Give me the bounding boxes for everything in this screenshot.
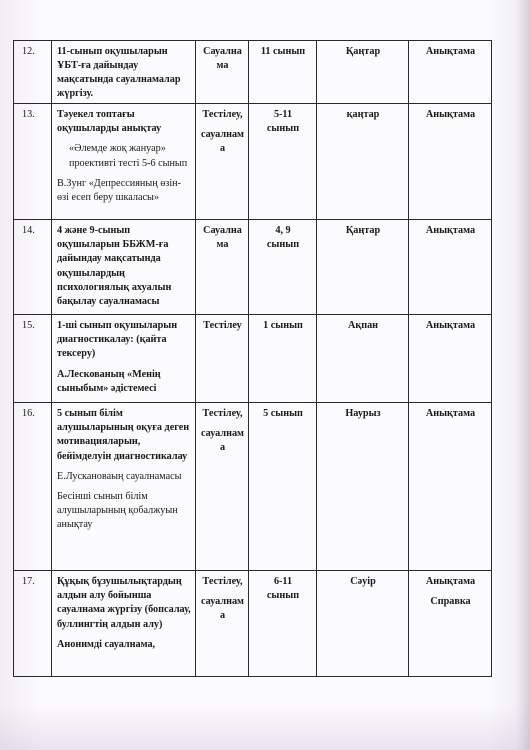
method-text: а bbox=[219, 610, 226, 622]
activity-text: 1-ші сынып оқушыларын диагностикалау: (қайта тексеру) bbox=[57, 320, 178, 360]
activity-text: 11-сынып оқушыларын ҰБТ-ға дайындау мақсатында сауалнамалар жүргізу. bbox=[57, 46, 181, 100]
method-cell bbox=[196, 104, 249, 220]
table-row bbox=[14, 220, 492, 315]
page-edge-shadow bbox=[516, 0, 530, 750]
method-text: Сауална bbox=[203, 46, 242, 57]
activity-text: Анонимді сауалнама, bbox=[57, 638, 156, 650]
method-text: Тестілеу, bbox=[202, 109, 243, 121]
grade-cell bbox=[249, 315, 317, 403]
result-cell bbox=[409, 41, 492, 104]
grade-text: 6-11 bbox=[273, 576, 293, 588]
method-text: ма bbox=[216, 60, 229, 72]
table-row bbox=[14, 315, 492, 403]
grade-text: 5 сынып bbox=[263, 408, 303, 420]
method-text: Тестілеу, bbox=[202, 576, 243, 588]
method-cell bbox=[196, 220, 249, 315]
grade-text: сынып bbox=[266, 590, 300, 602]
method-cell bbox=[196, 403, 249, 571]
grade-cell bbox=[249, 220, 317, 315]
activity-text: 4 және 9-сынып оқушыларын ББЖМ-ға дайындау мақсатында оқушылардың психологиялық ахуалын бақылау сауалнамасы bbox=[57, 225, 172, 307]
method-text: Тестілеу, bbox=[202, 408, 243, 420]
date-cell: Қаңтар bbox=[317, 41, 409, 104]
activity-text: А.Лескованың «Менің сыныбым» әдістемесі bbox=[57, 368, 161, 394]
result-text: Анықтама bbox=[425, 576, 476, 588]
table-row bbox=[14, 571, 492, 677]
grade-text: 1 сынып bbox=[263, 320, 303, 332]
method-cell bbox=[196, 315, 249, 403]
activity-cell bbox=[52, 41, 196, 104]
date-cell: Наурыз bbox=[317, 403, 409, 571]
grade-cell bbox=[249, 104, 317, 220]
plan-table bbox=[13, 40, 492, 677]
activity-cell bbox=[52, 104, 196, 220]
result-cell bbox=[409, 571, 492, 677]
activity-cell bbox=[52, 403, 196, 571]
grade-text: 11 сынып bbox=[260, 46, 306, 57]
method-text: ма bbox=[216, 239, 229, 251]
table-row bbox=[14, 104, 492, 220]
result-text: Анықтама bbox=[425, 109, 476, 121]
activity-cell bbox=[52, 571, 196, 677]
grade-cell bbox=[249, 403, 317, 571]
row-number: 14. bbox=[14, 220, 52, 315]
result-cell bbox=[409, 220, 492, 315]
activity-text: «Әлемде жоқ жануар» проективті тесті 5-6 сынып bbox=[69, 143, 188, 169]
result-cell bbox=[409, 315, 492, 403]
result-text: Анықтама bbox=[425, 225, 476, 237]
method-cell bbox=[196, 571, 249, 677]
activity-text: Бесінші сынып білім алушыларының қобалжуын анықтау bbox=[57, 490, 178, 530]
result-text: Анықтама bbox=[425, 408, 476, 420]
result-text: Справка bbox=[430, 596, 471, 608]
method-text: Тестілеу bbox=[203, 320, 242, 332]
activity-cell bbox=[52, 315, 196, 403]
result-text: Анықтама bbox=[425, 46, 476, 57]
activity-cell bbox=[52, 220, 196, 315]
grade-text: 4, 9 bbox=[275, 225, 291, 237]
grade-cell bbox=[249, 571, 317, 677]
grade-text: сынып bbox=[266, 239, 300, 251]
grade-cell bbox=[249, 41, 317, 104]
grade-text: сынып bbox=[266, 123, 300, 135]
method-text: Сауална bbox=[203, 225, 242, 237]
method-text: сауалнам bbox=[201, 129, 244, 141]
date-cell: Ақпан bbox=[317, 315, 409, 403]
result-cell bbox=[409, 403, 492, 571]
row-number: 13. bbox=[14, 104, 52, 220]
method-text: сауалнам bbox=[201, 596, 244, 608]
method-cell bbox=[196, 41, 249, 104]
page-bottom-tint bbox=[0, 705, 530, 750]
grade-text: 5-11 bbox=[273, 109, 293, 121]
result-text: Анықтама bbox=[425, 320, 476, 332]
row-number: 17. bbox=[14, 571, 52, 677]
result-cell bbox=[409, 104, 492, 220]
activity-text: Тәуекел топтағы оқушыларды анықтау bbox=[57, 109, 162, 135]
table-row bbox=[14, 41, 492, 104]
date-cell: Сәуір bbox=[317, 571, 409, 677]
activity-text: Е.Лускановаың сауалнамасы bbox=[57, 470, 182, 482]
row-number: 15. bbox=[14, 315, 52, 403]
row-number: 16. bbox=[14, 403, 52, 571]
activity-text: 5 сынып білім алушыларының оқуға деген мотивацияларын, бейімделуін диагностикалау bbox=[57, 408, 190, 462]
table-row bbox=[14, 403, 492, 571]
date-cell: Қаңтар bbox=[317, 220, 409, 315]
date-cell: қаңтар bbox=[317, 104, 409, 220]
row-number: 12. bbox=[14, 41, 52, 104]
activity-text: В.Зунг «Депрессияның өзін-өзі есеп беру шкаласы» bbox=[57, 177, 181, 203]
activity-text: Құқық бұзушылықтардың алдын алу бойынша сауалнама жүргізу (бопсалау, буллингтің алдын алу) bbox=[57, 576, 191, 630]
method-text: а bbox=[219, 442, 226, 454]
method-text: сауалнам bbox=[201, 428, 244, 440]
method-text: а bbox=[219, 143, 226, 155]
